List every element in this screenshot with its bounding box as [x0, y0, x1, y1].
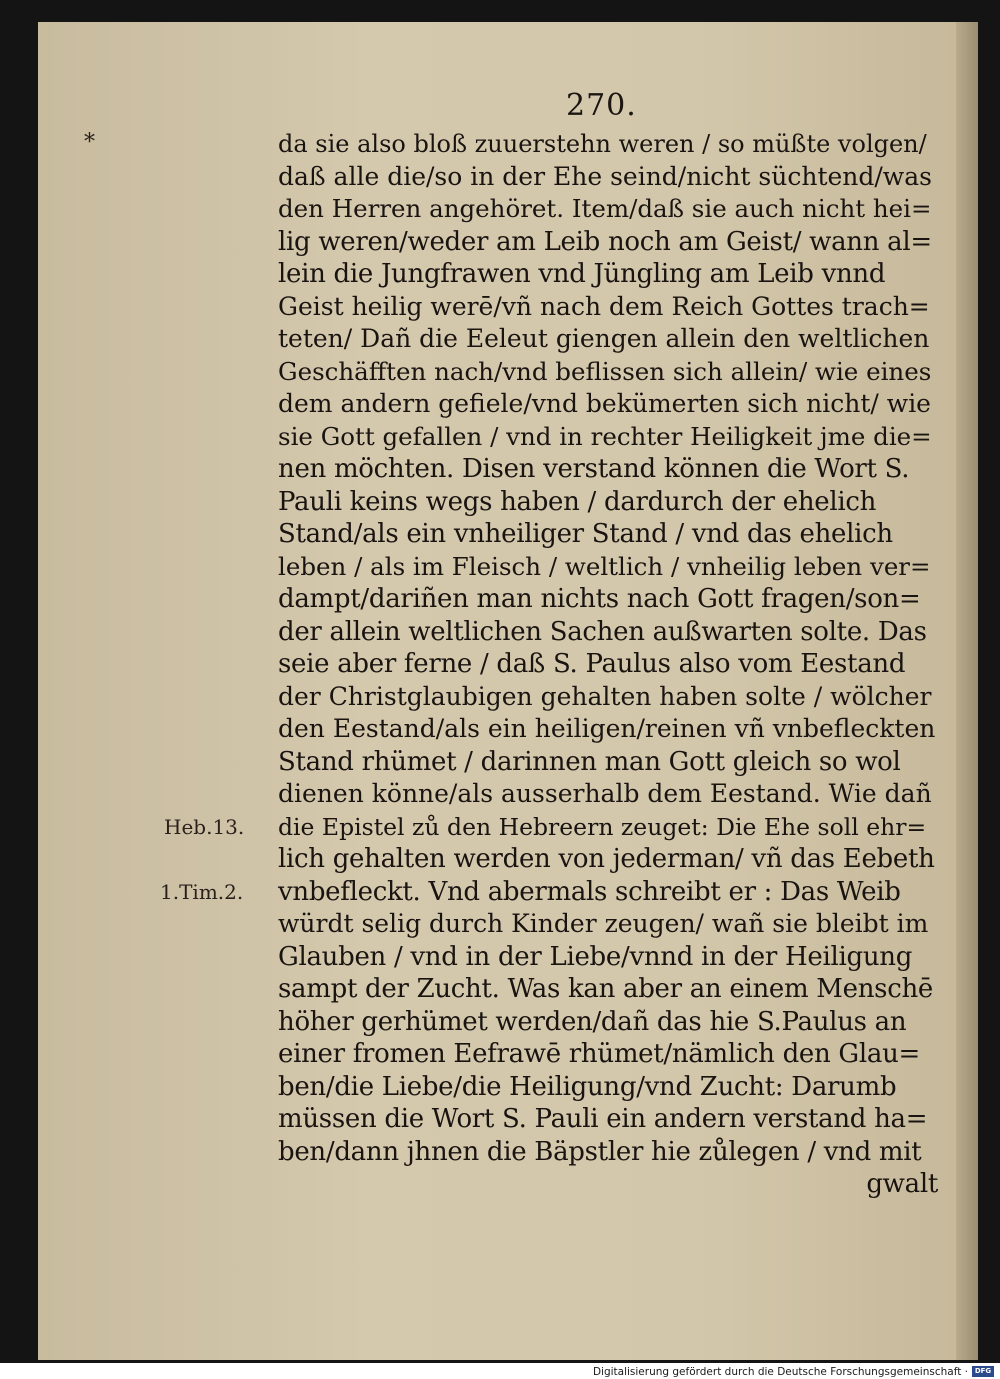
margin-asterisk: *	[84, 130, 95, 155]
text-line: sie Gott gefallen / vnd in rechter Heiligkeit jme die=	[278, 421, 932, 451]
catchword: gwalt	[866, 1169, 938, 1199]
dfg-logo: DFG	[972, 1366, 994, 1377]
footer-credit: Digitalisierung gefördert durch die Deutsche Forschungsgemeinschaft ·	[592, 1366, 968, 1378]
body-text	[278, 128, 938, 1201]
text-line: ben/die Liebe/die Heiligung/vnd Zucht: Darumb	[278, 1071, 897, 1102]
text-line: Stand rhümet / darinnen man Gott gleich so wol	[278, 746, 901, 777]
text-line: lich gehalten werden von jederman/ vñ das Eebeth	[278, 844, 935, 874]
text-line: dienen könne/als ausserhalb dem Eestand. Wie dañ	[278, 779, 932, 808]
margin-note-hebrews: Heb.13.	[164, 815, 245, 839]
text-line: sampt der Zucht. Was kan aber an einem Menschē	[278, 974, 933, 1004]
page-number: 270.	[566, 88, 637, 123]
text-line: ben/dann jhnen die Bäpstler hie zůlegen / vnd mit	[278, 1136, 922, 1167]
text-line: den Eestand/als ein heiligen/reinen vñ vnbefleckten	[278, 714, 936, 743]
page-edge	[956, 22, 978, 1360]
text-line: Glauben / vnd in der Liebe/vnnd in der Heiligung	[278, 941, 913, 972]
text-line: Geschäfften nach/vnd beflissen sich allein/ wie eines	[278, 356, 932, 386]
margin-note-timothy: 1.Tim.2.	[160, 880, 244, 904]
text-line: der allein weltlichen Sachen außwarten solte. Das	[278, 616, 927, 647]
text-line: höher gerhümet werden/dañ das hie S.Paulus an	[278, 1006, 907, 1037]
text-line: lein die Jungfrawen vnd Jüngling am Leib vnnd	[278, 259, 886, 289]
text-line: dampt/dariñen man nichts nach Gott fragen/son=	[278, 584, 921, 614]
text-line: daß alle die/so in der Ehe seind/nicht süchtend/was	[278, 161, 932, 191]
text-line: seie aber ferne / daß S. Paulus also vom Eestand	[278, 649, 906, 679]
text-line: würdt selig durch Kinder zeugen/ wañ sie bleibt im	[278, 909, 929, 938]
text-line: die Epistel zů den Hebreern zeuget: Die Ehe soll ehr=	[278, 812, 927, 841]
text-line: Stand/als ein vnheiliger Stand / vnd das ehelich	[278, 519, 893, 549]
text-line: Pauli keins wegs haben / dardurch der ehelich	[278, 486, 877, 517]
text-line: den Herren angehöret. Item/daß sie auch nicht hei=	[278, 194, 932, 223]
text-line: leben / als im Fleisch / weltlich / vnheilig leben ver=	[278, 551, 931, 581]
book-page	[38, 22, 978, 1360]
text-line: der Christglaubigen gehalten haben solte / wölcher	[278, 681, 932, 711]
text-line: Geist heilig werē/vñ nach dem Reich Gottes trach=	[278, 291, 930, 321]
text-line: einer fromen Eefrawē rhümet/nämlich den Glau=	[278, 1039, 921, 1069]
text-line: nen möchten. Disen verstand können die Wort S.	[278, 454, 910, 484]
text-line: teten/ Dañ die Eeleut giengen allein den weltlichen	[278, 324, 930, 353]
footer-bar	[0, 1363, 1000, 1379]
text-line: müssen die Wort S. Pauli ein andern verstand ha=	[278, 1104, 928, 1134]
text-line: dem andern gefiele/vnd bekümerten sich nicht/ wie	[278, 389, 931, 418]
text-line: da sie also bloß zuuerstehn weren / so müßte volgen/	[278, 130, 927, 158]
text-line: lig weren/weder am Leib noch am Geist/ wann al=	[278, 226, 932, 257]
text-line: vnbefleckt. Vnd abermals schreibt er : Das Weib	[278, 876, 901, 907]
